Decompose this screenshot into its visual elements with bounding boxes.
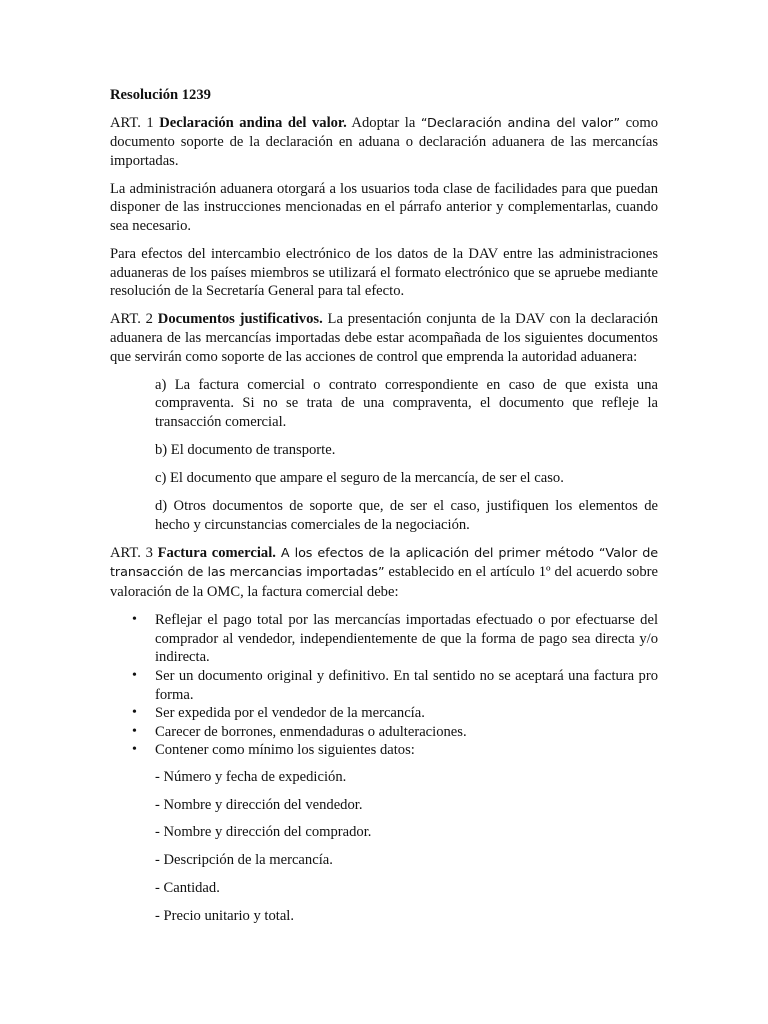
art2-item-a: a) La factura comercial o contrato correspondiente en caso de que exista una compraventa. Si no se trata de una compraventa, el documento que refleje la transacción comercial. [155,376,658,430]
art1-text-b: como documento soporte de la declaración en aduana o declaración aduanera de las mercancías importadas. [110,114,658,169]
list-item [110,704,658,723]
list-item-text: Carecer de borrones, enmendaduras o adulteraciones. [155,723,467,740]
data-item-numero: - Número y fecha de expedición. [155,768,347,785]
art2-number: ART. 2 [110,311,158,328]
bullet-icon: • [132,705,137,721]
art1-heading: Declaración andina del valor. [159,114,347,131]
data-item-cantidad: - Cantidad. [155,880,220,897]
list-item-text: Reflejar el pago total por las mercancías importadas efectuado o por efectuarse del comprador al vendedor, independientemente de que la forma de pago sea directa y/o indirecta. [155,612,658,666]
list-item [110,723,658,742]
list-item-text: Ser un documento original y definitivo. En tal sentido no se aceptará una factura pro forma. [155,667,658,703]
art3-sans-text: A los efectos de la aplicación del primer método “Valor de transacción de las mercancias importadas” [110,545,658,581]
art3-text: establecido en el artículo 1º del acuerdo sobre valoración de la OMC, la factura comercial debe: [110,564,658,601]
art2-item-d: d) Otros documentos de soporte que, de ser el caso, justifiquen los elementos de hecho y circunstancias comerciales de la negociación. [155,498,658,533]
art3-heading: Factura comercial. [157,544,276,561]
bullet-icon: • [132,667,137,683]
document-body [110,86,658,935]
bullet-icon: • [132,612,137,628]
list-item [110,667,658,704]
art2-text: La presentación conjunta de la DAV con la declaración aduanera de las mercancías importadas debe estar acompañada de los siguientes documentos que servirán como soporte de las acciones de control que emprenda la autoridad aduanera: [110,311,658,365]
data-item-comprador: - Nombre y dirección del comprador. [155,824,372,841]
art1-paragraph [110,114,658,171]
art2-paragraph [110,310,658,366]
paragraph-facilidades: La administración aduanera otorgará a los usuarios toda clase de facilidades para que puedan disponer de las instrucciones mencionadas en el párrafo anterior y complementarlas, cuando sea necesario. [110,180,658,235]
art1-number: ART. 1 [110,114,160,131]
document-title: Resolución 1239 [110,87,211,103]
data-item-precio: - Precio unitario y total. [155,907,295,924]
list-item-text: Contener como mínimo los siguientes datos: [155,742,415,759]
art1-text-a: Adoptar la [346,114,421,131]
data-item-descripcion: - Descripción de la mercancía. [155,852,333,869]
requirements-list [110,611,658,760]
art1-quote: “Declaración andina del valor” [420,115,621,131]
art3-number: ART. 3 [110,544,158,561]
art2-item-b: b) El documento de transporte. [155,442,336,458]
paragraph-intercambio: Para efectos del intercambio electrónico de los datos de la DAV entre las administraciones aduaneras de los países miembros se utilizará el formato electrónico que se apruebe mediante resolución de la Secretaría General para tal efecto. [110,246,658,300]
list-item-text: Ser expedida por el vendedor de la mercancía. [155,705,425,722]
art2-item-c: c) El documento que ampare el seguro de la mercancía, de ser el caso. [155,470,564,487]
bullet-icon: • [132,723,137,739]
list-item [110,741,658,760]
list-item [110,611,658,667]
art3-paragraph [110,544,658,602]
art2-heading: Documentos justificativos. [157,311,323,328]
data-item-vendedor: - Nombre y dirección del vendedor. [155,796,363,813]
bullet-icon: • [132,742,137,758]
